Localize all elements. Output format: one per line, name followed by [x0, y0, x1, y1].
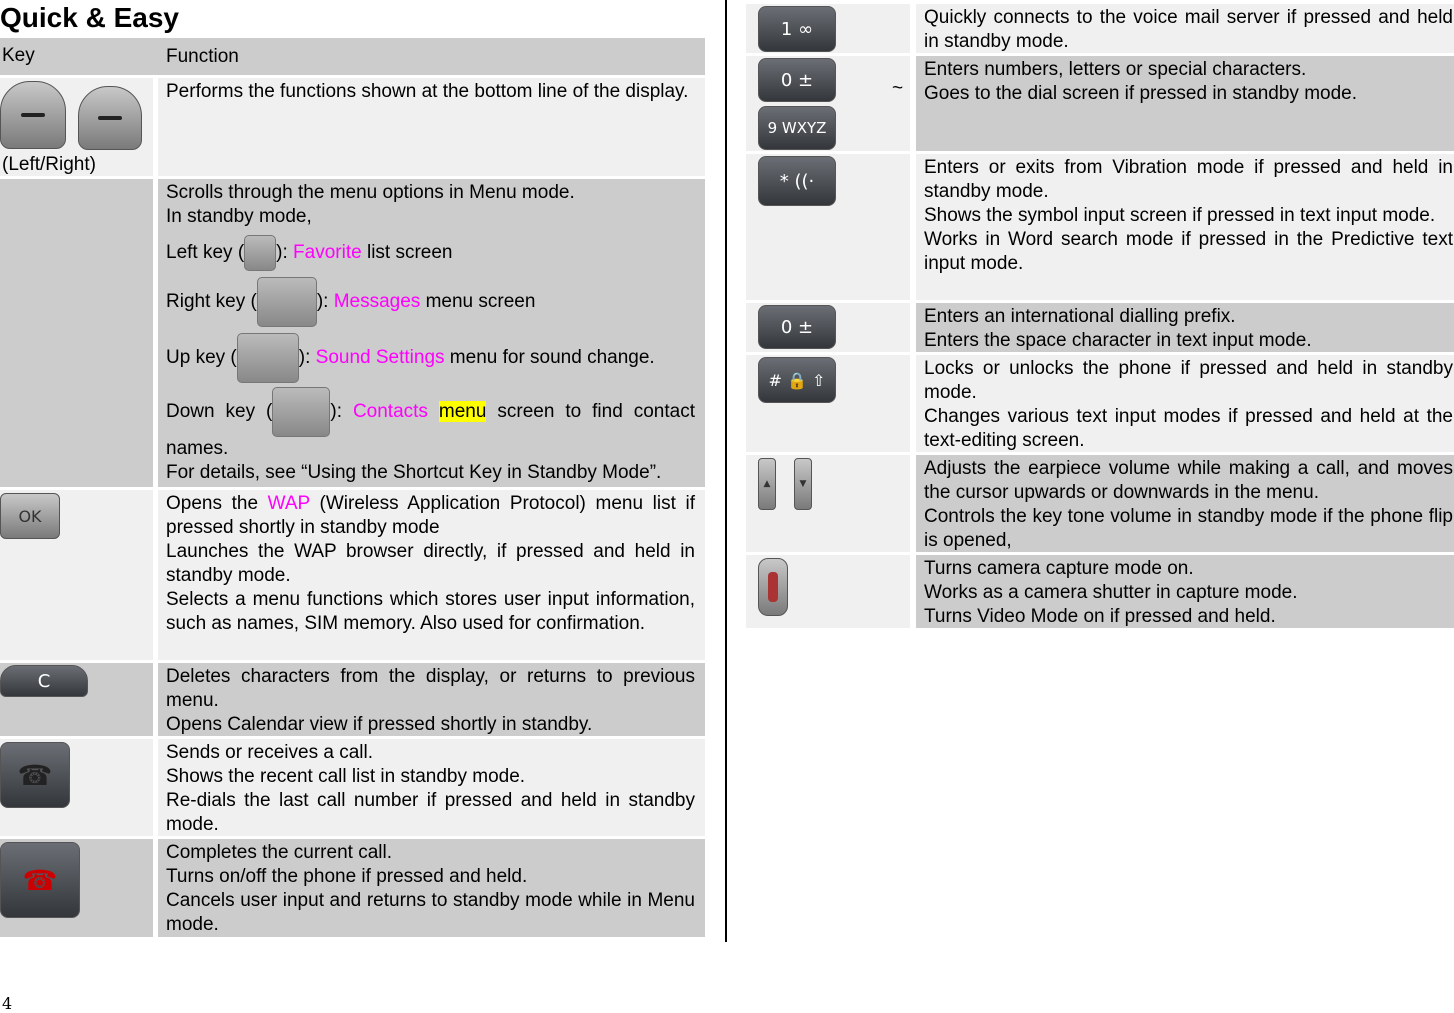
shortcut-up: Up key ( ): Sound Settings menu for sound change.: [166, 333, 695, 383]
function-cell: [916, 303, 1454, 352]
key-cell: [0, 490, 153, 660]
key-cell: [0, 739, 153, 836]
function-text: Locks or unlocks the phone if pressed and held in standby mode.: [924, 358, 1453, 403]
function-text: Re-dials the last call number if pressed and held in standby mode.: [166, 790, 695, 835]
right-soft-key-icon: [78, 86, 142, 150]
function-text: Turns on/off the phone if pressed and held.: [166, 866, 528, 887]
voicemail-1-key-icon: 1 ∞: [758, 6, 836, 52]
function-text: Goes to the dial screen if pressed in standby mode.: [924, 83, 1358, 104]
key-cell: [0, 78, 153, 176]
table-row: [0, 663, 705, 736]
table-row: [0, 839, 705, 937]
header-key: Key: [0, 38, 153, 75]
volume-up-key-icon: ▲: [758, 458, 776, 510]
function-text: In standby mode,: [166, 206, 312, 227]
key-cell: [746, 555, 910, 628]
page-number: 4: [2, 994, 13, 1013]
function-text: Controls the key tone volume in standby mode if the phone flip is opened,: [924, 506, 1453, 551]
range-tilde: ~: [892, 78, 904, 99]
function-text: Completes the current call.: [166, 842, 392, 863]
key-cell: [746, 56, 910, 151]
function-text: Launches the WAP browser directly, if pressed and held in standby mode.: [166, 541, 695, 586]
table-row: [746, 555, 1454, 628]
function-text: Enters the space character in text input mode.: [924, 330, 1312, 351]
key-cell: [746, 303, 910, 352]
table-row: [746, 355, 1454, 452]
table-row: [0, 78, 705, 176]
function-text: For details, see “Using the Shortcut Key in Standby Mode”.: [166, 462, 662, 483]
nav-down-key-icon: [272, 387, 330, 437]
function-text: Works as a camera shutter in capture mode.: [924, 582, 1298, 603]
shortcut-down: Down key ( ): Contacts menu screen to find contact names.: [166, 387, 695, 461]
function-cell: [916, 555, 1454, 628]
table-row: [746, 455, 1454, 552]
key-cell: [746, 355, 910, 452]
star-vibration-key-icon: * ((·: [758, 156, 836, 206]
camera-key-icon: [758, 558, 788, 616]
table-header: [0, 38, 705, 75]
shortcut-left: Left key ( ): Favorite list screen: [166, 235, 695, 271]
number-9-key-icon: 9 WXYZ: [758, 106, 836, 150]
wap-ok-key-icon: OK: [0, 493, 60, 539]
function-cell: [158, 179, 705, 487]
hash-lock-key-icon: # 🔒 ⇧: [758, 357, 836, 403]
function-cell: [158, 839, 705, 937]
function-text: Shows the symbol input screen if pressed in text input mode.: [924, 205, 1436, 226]
key-cell: [0, 663, 153, 736]
send-key-icon: ☎: [0, 742, 70, 808]
column-divider: [725, 0, 727, 942]
function-cell: [916, 455, 1454, 552]
clear-key-icon: C: [0, 665, 88, 697]
left-soft-key-icon: [0, 81, 66, 149]
function-text: Enters or exits from Vibration mode if pressed and held in standby mode.: [924, 157, 1453, 202]
function-text: Selects a menu functions which stores user input information, such as names, SIM memory. Also used for confirmation.: [166, 589, 695, 634]
function-text: Enters an international dialling prefix.: [924, 306, 1236, 327]
function-cell: [158, 739, 705, 836]
end-power-key-icon: ☎: [0, 842, 80, 918]
key-cell: [746, 4, 910, 53]
function-text: Scrolls through the menu options in Menu mode.: [166, 182, 575, 203]
function-text: Adjusts the earpiece volume while making a call, and moves the cursor upwards or downwards in the menu.: [924, 458, 1453, 503]
function-text: Performs the functions shown at the bottom line of the display.: [166, 81, 689, 102]
nav-up-key-icon: [237, 333, 299, 383]
function-cell: [916, 154, 1454, 300]
function-text: Works in Word search mode if pressed in the Predictive text input mode.: [924, 229, 1453, 274]
table-row: [746, 303, 1454, 352]
function-text: Enters numbers, letters or special characters.: [924, 59, 1307, 80]
table-row: [0, 490, 705, 660]
function-cell: [916, 56, 1454, 151]
function-text: Changes various text input modes if pressed and held at the text-editing screen.: [924, 406, 1453, 451]
function-text: Opens Calendar view if pressed shortly in standby.: [166, 714, 593, 735]
key-cell: [746, 154, 910, 300]
function-text: Turns Video Mode on if pressed and held.: [924, 606, 1276, 627]
function-text: Quickly connects to the voice mail server if pressed and held in standby mode.: [924, 7, 1453, 52]
table-row: [0, 179, 705, 487]
prefix-0-key-icon: 0 ±: [758, 305, 836, 349]
page-title: Quick & Easy: [0, 2, 179, 33]
function-text: Opens the WAP (Wireless Application Protocol) menu list if pressed shortly in standby mode: [166, 493, 696, 538]
function-text: Deletes characters from the display, or returns to previous menu.: [166, 666, 695, 711]
function-text: Turns camera capture mode on.: [924, 558, 1194, 579]
function-cell: [158, 78, 705, 176]
number-0-key-icon: 0 ±: [758, 58, 836, 102]
function-cell: [916, 4, 1454, 53]
header-function: Function: [158, 38, 705, 75]
volume-down-key-icon: ▼: [794, 458, 812, 510]
function-text: Cancels user input and returns to standby mode while in Menu mode.: [166, 890, 695, 935]
nav-right-key-icon: [257, 277, 317, 327]
table-row: [0, 739, 705, 836]
key-cell: [0, 179, 153, 487]
function-text: Shows the recent call list in standby mode.: [166, 766, 526, 787]
function-cell: [158, 490, 705, 660]
function-cell: [158, 663, 705, 736]
function-cell: [916, 355, 1454, 452]
table-row: [746, 154, 1454, 300]
shortcut-right: Right key ( ): Messages menu screen: [166, 277, 695, 327]
table-row: [746, 4, 1454, 53]
key-label: (Left/Right): [2, 154, 96, 175]
key-cell: [0, 839, 153, 937]
table-row: [746, 56, 1454, 151]
nav-left-key-icon: [244, 235, 276, 271]
function-text: Sends or receives a call.: [166, 742, 373, 763]
key-cell: [746, 455, 910, 552]
